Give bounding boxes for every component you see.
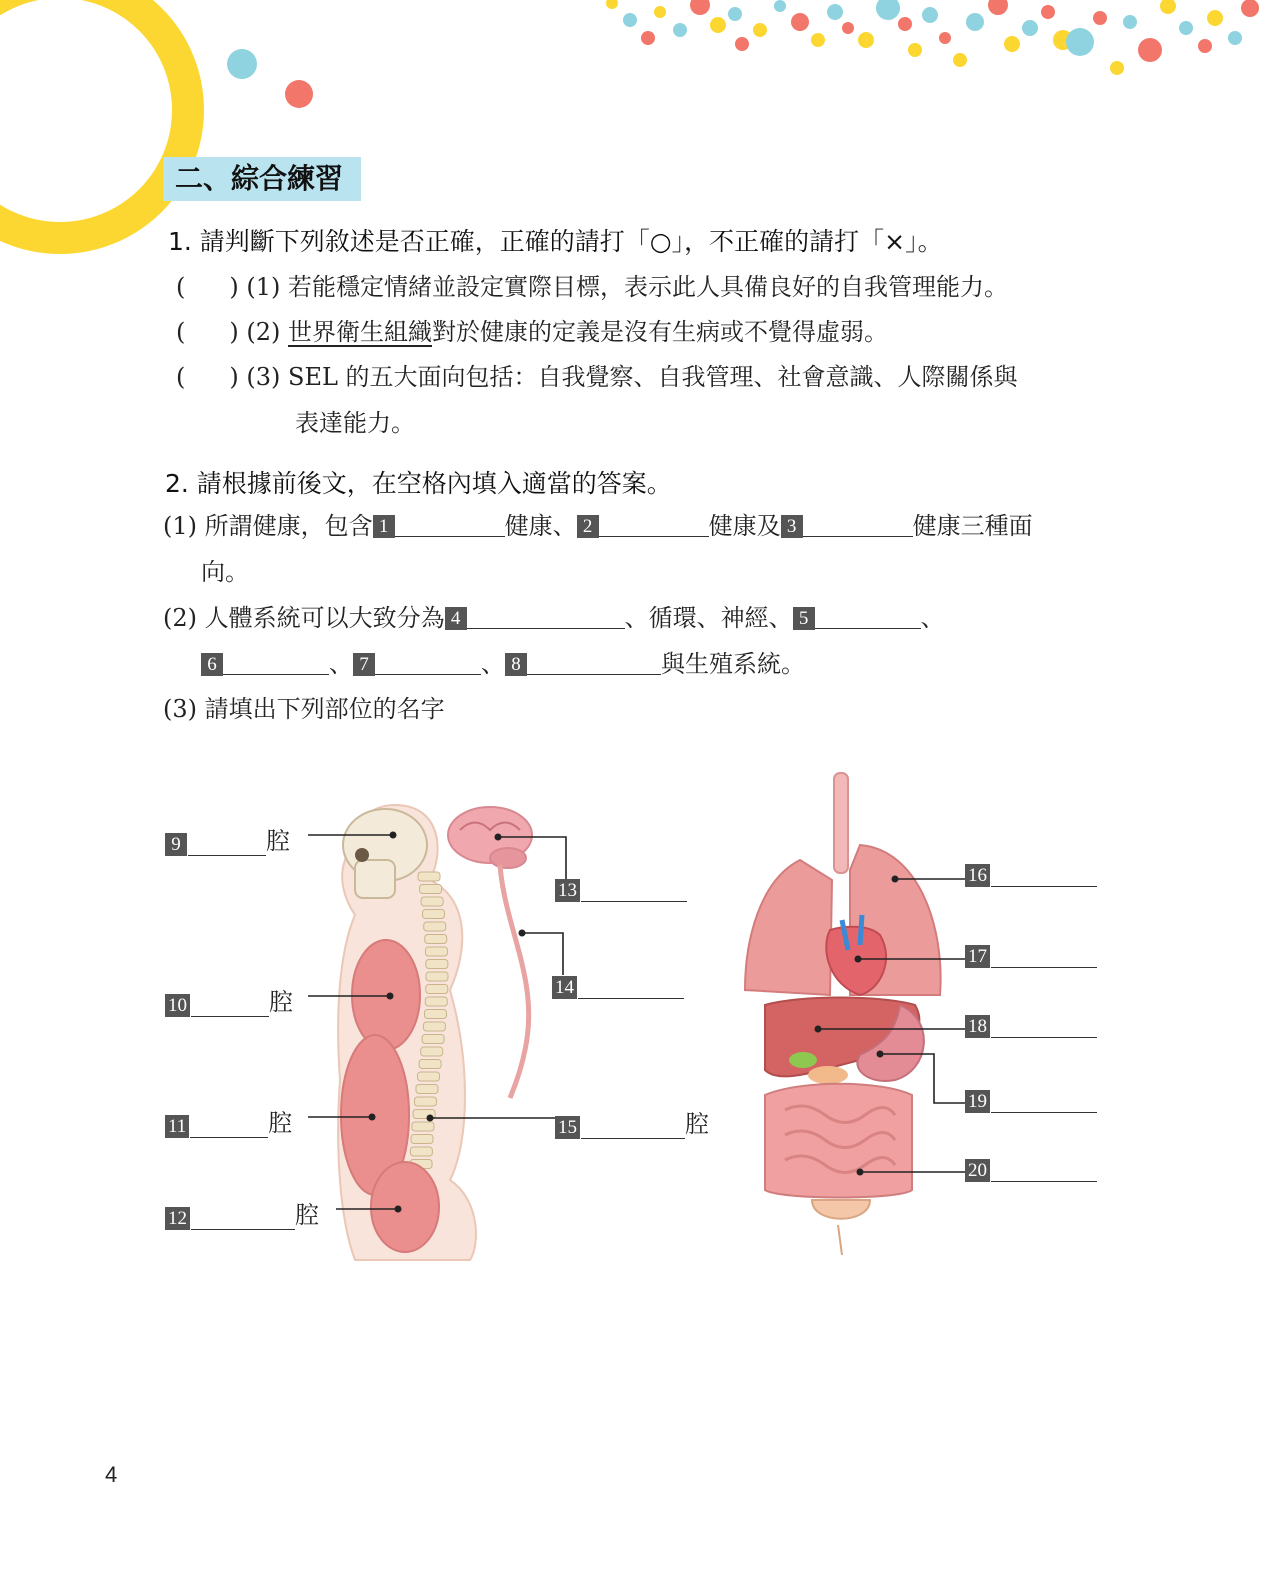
blank-number-17: 17 xyxy=(965,945,990,968)
section-title: 二、綜合練習 xyxy=(163,157,361,201)
item-number: (2) xyxy=(246,318,281,346)
cavity-char: 腔 xyxy=(268,1109,293,1137)
blank-number-6: 6 xyxy=(201,653,223,676)
label-13 xyxy=(555,877,687,902)
vertebra xyxy=(426,972,448,981)
label-18 xyxy=(965,1013,1097,1038)
part-number: (1) xyxy=(163,512,197,540)
blank-number-19: 19 xyxy=(965,1090,990,1113)
vertebra xyxy=(416,1085,438,1094)
vertebra xyxy=(421,1047,443,1056)
blank-15[interactable] xyxy=(581,1114,685,1139)
vertebra xyxy=(422,1035,444,1044)
pelvic-cavity xyxy=(371,1162,439,1252)
label-10 xyxy=(165,982,293,1017)
blank-number-10: 10 xyxy=(165,994,190,1017)
cavity-char: 腔 xyxy=(266,827,290,855)
label-19 xyxy=(965,1088,1097,1113)
part-text: 、 xyxy=(920,604,945,632)
part-text: 所謂健康，包含 xyxy=(204,512,373,540)
label-9 xyxy=(165,821,290,856)
answer-paren-close: ) xyxy=(229,363,239,391)
blank-19[interactable] xyxy=(991,1088,1097,1113)
answer-paren-close: ) xyxy=(229,318,239,346)
answer-paren-open: ( xyxy=(176,273,186,301)
vertebra xyxy=(411,1135,433,1144)
blank-12[interactable] xyxy=(191,1205,295,1230)
vertebra xyxy=(424,922,446,931)
label-16 xyxy=(965,862,1097,887)
part-text: 、循環、神經、 xyxy=(624,604,793,632)
blank-number-14: 14 xyxy=(552,976,577,999)
label-12 xyxy=(165,1195,319,1230)
vertebra xyxy=(414,1097,436,1106)
vertebra xyxy=(424,1010,446,1019)
blank-14[interactable] xyxy=(578,974,684,999)
label-17 xyxy=(965,943,1097,968)
vertebra xyxy=(412,1122,434,1131)
blank-17[interactable] xyxy=(991,943,1097,968)
part-text: 、 xyxy=(329,650,353,678)
label-11 xyxy=(165,1103,292,1138)
trachea xyxy=(834,773,848,873)
item-number: (3) xyxy=(246,363,281,391)
cavity-char: 腔 xyxy=(269,988,293,1016)
vertebra xyxy=(410,1147,432,1156)
blank-10[interactable] xyxy=(191,992,269,1017)
vertebra xyxy=(418,1072,440,1081)
blank-number-2: 2 xyxy=(577,515,599,538)
part-text: 與生殖系統。 xyxy=(661,650,805,678)
item-text-underlined: 世界衛生組織 xyxy=(288,318,433,346)
answer-paren-close: ) xyxy=(229,273,239,301)
label-14 xyxy=(552,974,684,999)
part-number: (2) xyxy=(163,604,197,632)
blank-20[interactable] xyxy=(991,1157,1097,1182)
item-text: SEL 的五大面向包括：自我覺察、自我管理、社會意識、人際關係與 xyxy=(288,363,1018,391)
q2-part-1-cont: 向。 xyxy=(201,558,249,586)
label-15 xyxy=(555,1104,709,1139)
vertebra xyxy=(425,935,447,944)
vertebra xyxy=(426,960,448,969)
blank-number-13: 13 xyxy=(555,879,580,902)
pancreas xyxy=(808,1066,848,1084)
blank-number-18: 18 xyxy=(965,1015,990,1038)
vertebra xyxy=(425,997,447,1006)
blank-number-7: 7 xyxy=(353,653,375,676)
page-number: 4 xyxy=(105,1462,118,1487)
part-text: 、 xyxy=(481,650,505,678)
item-number: (1) xyxy=(246,273,281,301)
blank-13[interactable] xyxy=(581,877,687,902)
item-text: 若能穩定情緒並設定實際目標，表示此人具備良好的自我管理能力。 xyxy=(288,273,1009,301)
blank-number-16: 16 xyxy=(965,864,990,887)
vertebra xyxy=(421,897,443,906)
blank-number-15: 15 xyxy=(555,1116,580,1139)
vertebra xyxy=(426,985,448,994)
blank-11[interactable] xyxy=(190,1113,268,1138)
blank-9[interactable] xyxy=(188,831,266,856)
vertebra xyxy=(425,947,447,956)
blank-number-11: 11 xyxy=(165,1115,189,1138)
part-text: 健康三種面 xyxy=(912,512,1033,540)
thoracic-cavity xyxy=(352,940,420,1050)
part-text: 健康及 xyxy=(708,512,781,540)
q1-item-3-cont: 表達能力。 xyxy=(295,409,415,437)
vertebra xyxy=(423,910,445,919)
answer-paren-open: ( xyxy=(176,318,186,346)
blank-18[interactable] xyxy=(991,1013,1097,1038)
blank-16[interactable] xyxy=(991,862,1097,887)
cavity-char: 腔 xyxy=(295,1201,319,1229)
vertebra xyxy=(423,1022,445,1031)
blank-number-3: 3 xyxy=(781,515,803,538)
q1-prompt: 1. 請判斷下列敘述是否正確，正確的請打「○」，不正確的請打「×」。 xyxy=(168,227,943,256)
vertebra xyxy=(418,872,440,881)
blank-number-5: 5 xyxy=(793,607,815,630)
part-text: 人體系統可以大致分為 xyxy=(204,604,445,632)
item-text: 對於健康的定義是沒有生病或不覺得虛弱。 xyxy=(432,318,889,346)
large-intestine xyxy=(765,1084,912,1198)
part-text: 請填出下列部位的名字 xyxy=(204,695,445,723)
blank-number-20: 20 xyxy=(965,1159,990,1182)
vertebra xyxy=(420,885,442,894)
blank-number-8: 8 xyxy=(505,653,527,676)
answer-paren-open: ( xyxy=(176,363,186,391)
cavity-char: 腔 xyxy=(685,1110,709,1138)
blank-number-4: 4 xyxy=(445,607,467,630)
part-text: 健康、 xyxy=(504,512,577,540)
q2-prompt: 2. 請根據前後文，在空格內填入適當的答案。 xyxy=(165,469,672,498)
blank-number-1: 1 xyxy=(373,515,395,538)
blank-number-9: 9 xyxy=(165,833,187,856)
blank-number-12: 12 xyxy=(165,1207,190,1230)
left-lung xyxy=(745,860,832,995)
label-20 xyxy=(965,1157,1097,1182)
gallbladder xyxy=(789,1052,817,1068)
spinal-cord xyxy=(500,865,529,1098)
vertebra xyxy=(419,1060,441,1069)
bladder xyxy=(812,1200,870,1255)
part-number: (3) xyxy=(163,695,197,723)
